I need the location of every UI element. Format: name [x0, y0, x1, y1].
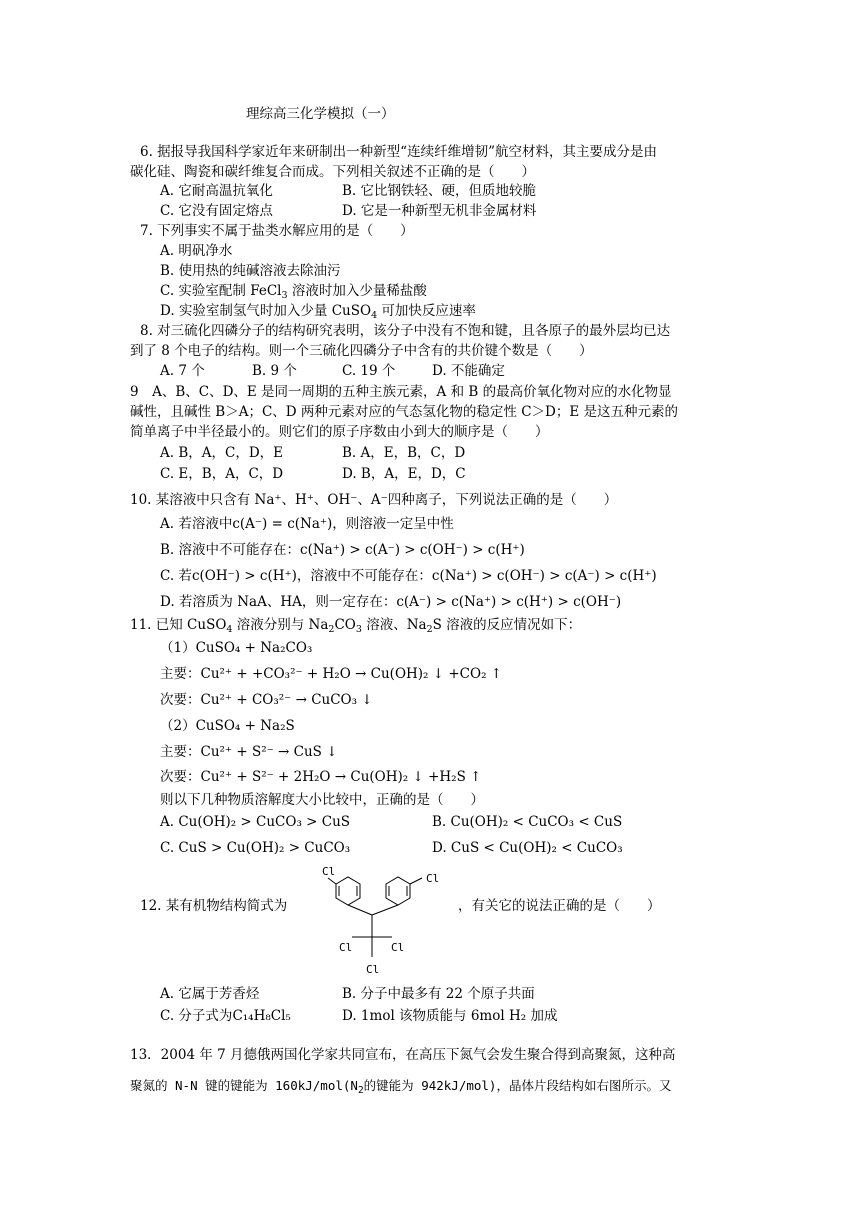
q9-stem-line2: 碱性，且碱性 B＞A；C、D 两种元素对应的气态氢化物的稳定性 C＞D；E 是这五种元素的 — [130, 404, 678, 420]
q10-option-b: B. 溶液中不可能存在：c(Na⁺) > c(A⁻) > c(OH⁻) > c(H⁺) — [160, 542, 525, 558]
q7-option-d: D. 实验室制氢气时加入少量 CuSO$_4$ 可加快反应速率 — [160, 303, 476, 321]
q11-option-a: A. Cu(OH)₂ > CuCO₃ > CuS — [160, 814, 351, 830]
organic-structure-diagram — [322, 865, 452, 980]
q12-stem-part2: ，有关它的说法正确的是（ ） — [458, 898, 661, 914]
q9-option-a: A. B，A，C，D，E — [160, 445, 284, 461]
q7-option-b: B. 使用热的纯碱溶液去除油污 — [160, 263, 341, 279]
q8-option-b: B. 9 个 — [252, 363, 297, 379]
q11-question: 则以下几种物质溶解度大小比较中，正确的是（ ） — [160, 792, 484, 808]
q9-option-d: D. B，A，E，D，C — [342, 466, 466, 482]
page-title: 理综高三化学模拟（一） — [246, 106, 395, 122]
q11-part2-header: （2）CuSO₄ + Na₂S — [160, 718, 295, 734]
q12-option-d: D. 1mol 该物质能与 6mol H₂ 加成 — [342, 1008, 558, 1024]
q12-option-a: A. 它属于芳香烃 — [160, 986, 260, 1002]
q12-option-c: C. 分子式为C₁₄H₈Cl₅ — [160, 1008, 291, 1024]
q12-stem-part1: 12. 某有机物结构简式为 — [140, 898, 288, 914]
chlorine-label-top-left: Cl — [322, 865, 336, 878]
q11-option-c: C. CuS > Cu(OH)₂ > CuCO₃ — [160, 840, 351, 856]
chlorine-label-right: Cl — [391, 941, 405, 954]
q6-option-b: B. 它比钢铁轻、硬，但质地较脆 — [342, 183, 537, 199]
q7-option-c: C. 实验室配制 FeCl$_3$ 溶液时加入少量稀盐酸 — [160, 283, 427, 301]
q10-stem: 10. 某溶液中只含有 Na⁺、H⁺、OH⁻、A⁻四种离子，下列说法正确的是（ ） — [130, 492, 618, 508]
q6-stem-line1: 6. 据报导我国科学家近年来研制出一种新型“连续纤维增韧”航空材料，其主要成分是由 — [140, 144, 657, 160]
q11-stem: 11. 已知 CuSO$_4$ 溶液分别与 $Na_2CO_3$ 溶液、$Na_2S$ 溶液的反应情况如下： — [130, 617, 582, 635]
q11-part2-main: 主要：Cu²⁺ + S²⁻ → CuS ↓ — [160, 744, 338, 760]
q8-option-a: A. 7 个 — [160, 363, 205, 379]
q9-stem-line3: 简单离子中半径最小的。则它们的原子序数由小到大的顺序是（ ） — [130, 424, 549, 440]
q13-line2: 聚氮的 N-N 键的键能为 $160kJ/mol(N_2$的键能为 942kJ/mol)，晶体片段结构如右图所示。又 — [130, 1078, 672, 1096]
q6-stem-line2: 碳化硅、陶瓷和碳纤维复合而成。下列相关叙述不正确的是（ ） — [130, 164, 535, 180]
q12-option-b: B. 分子中最多有 22 个原子共面 — [342, 986, 535, 1002]
q11-part1-minor: 次要：Cu²⁺ + CO₃²⁻ → CuCO₃ ↓ — [160, 692, 373, 708]
chlorine-label-left: Cl — [339, 941, 353, 954]
q8-option-d: D. 不能确定 — [432, 363, 505, 379]
q9-option-c: C. E，B，A，C，D — [160, 466, 284, 482]
q6-option-a: A. 它耐高温抗氧化 — [160, 183, 273, 199]
q11-option-d: D. CuS < Cu(OH)₂ < CuCO₃ — [432, 840, 623, 856]
q8-stem-line1: 8. 对三硫化四磷分子的结构研究表明，该分子中没有不饱和键，且各原子的最外层均已达 — [140, 323, 671, 339]
q11-part1-main: 主要：Cu²⁺ + +CO₃²⁻ + H₂O → Cu(OH)₂ ↓ +CO₂ ↑ — [160, 666, 503, 682]
q10-option-a: A. 若溶液中c(A⁻) = c(Na⁺)，则溶液一定呈中性 — [160, 516, 454, 532]
q7-stem: 7. 下列事实不属于盐类水解应用的是（ ） — [140, 223, 414, 239]
q7-option-a: A. 明矾净水 — [160, 243, 233, 259]
q6-option-c: C. 它没有固定熔点 — [160, 203, 273, 219]
q8-option-c: C. 19 个 — [342, 363, 396, 379]
q6-option-d: D. 它是一种新型无机非金属材料 — [342, 203, 537, 219]
q13-line1: 13．2004 年 7 月德俄两国化学家共同宣布，在高压下氮气会发生聚合得到高聚氮，这种高 — [130, 1047, 676, 1063]
chlorine-label-top-right: Cl — [426, 872, 440, 885]
q11-part2-minor: 次要：Cu²⁺ + S²⁻ + 2H₂O → Cu(OH)₂ ↓ +H₂S ↑ — [160, 769, 482, 785]
q9-option-b: B. A，E，B，C，D — [342, 445, 466, 461]
q8-stem-line2: 到了 8 个电子的结构。则一个三硫化四磷分子中含有的共价键个数是（ ） — [130, 343, 593, 359]
chlorine-label-bottom: Cl — [366, 963, 380, 976]
left-benzene-ring — [336, 877, 360, 905]
q11-part1-header: （1）CuSO₄ + Na₂CO₃ — [160, 640, 313, 656]
q9-stem-line1: 9 A、B、C、D、E 是同一周期的五种主族元素，A 和 B 的最高价氧化物对应的水化物显 — [130, 384, 672, 400]
q10-option-c: C. 若c(OH⁻) > c(H⁺)，溶液中不可能存在：c(Na⁺) > c(OH⁻) > c(A⁻) > c(H⁺) — [160, 568, 657, 584]
q10-option-d: D. 若溶质为 NaA、HA，则一定存在：c(A⁻) > c(Na⁺) > c(H⁺) > c(OH⁻) — [160, 594, 622, 610]
q11-option-b: B. Cu(OH)₂ < CuCO₃ < CuS — [432, 814, 623, 830]
right-benzene-ring — [386, 877, 410, 905]
